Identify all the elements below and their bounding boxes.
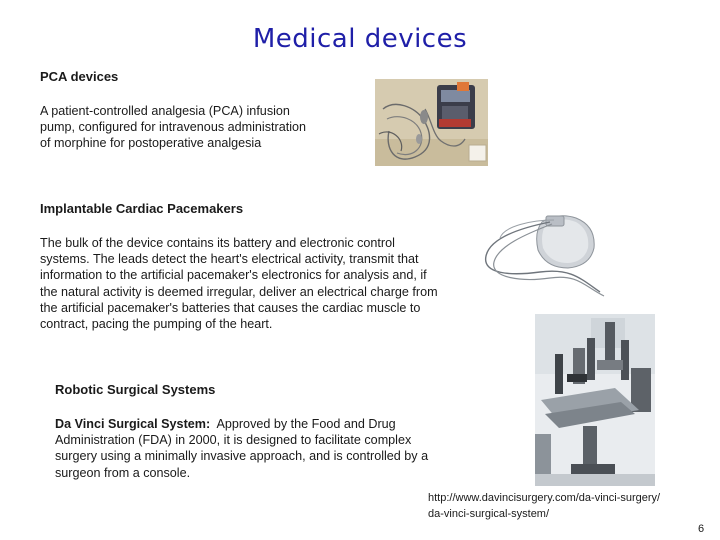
page-number: 6	[698, 523, 705, 535]
text-line: surgery using a minimally invasive approach, and is controlled by a	[55, 449, 429, 464]
text-line: The bulk of the device contains its battery and electronic control	[40, 236, 395, 250]
page-title: Medical devices	[252, 24, 468, 54]
text-line: pump, configured for intravenous administration	[40, 120, 307, 135]
text-line: of morphine for postoperative analgesia	[40, 136, 262, 151]
pca-heading: PCA devices	[40, 69, 119, 84]
url-line[interactable]: da-vinci-surgical-system/	[428, 508, 550, 520]
text-line: the artificial pacemaker's batteries that causes the cardiac muscle to	[40, 300, 421, 315]
pacemaker-photo	[480, 208, 610, 300]
text-line: the natural activity is deemed irregular, deliver an electrical charge from	[40, 284, 438, 299]
davinci-robot-photo	[535, 314, 655, 486]
pacemaker-heading: Implantable Cardiac Pacemakers	[40, 201, 244, 216]
text-line: contract, pacing the pumping of the heart.	[40, 317, 273, 332]
source-url[interactable]	[428, 490, 660, 522]
pca-description	[40, 103, 306, 152]
text-line: systems. The leads detect the heart's electrical activity, transmit that	[40, 252, 419, 267]
text-line: A patient-controlled analgesia (PCA) infusion	[40, 104, 290, 118]
da-vinci-rest: Approved by the Food and Drug	[210, 417, 396, 431]
robotic-description	[55, 416, 428, 481]
da-vinci-lead: Da Vinci Surgical System:	[55, 417, 211, 431]
text-line: information to the artificial pacemaker's electronics for analysis and, if	[40, 268, 427, 283]
pca-pump-photo	[375, 79, 488, 166]
url-line[interactable]: http://www.davincisurgery.com/da-vinci-surgery/	[428, 492, 661, 504]
text-line: surgeon from a console.	[55, 465, 191, 480]
text-line	[55, 416, 428, 432]
robotic-heading: Robotic Surgical Systems	[55, 382, 216, 397]
text-line: Administration (FDA) in 2000, it is designed to facilitate complex	[55, 433, 412, 448]
pacemaker-description	[40, 235, 438, 332]
